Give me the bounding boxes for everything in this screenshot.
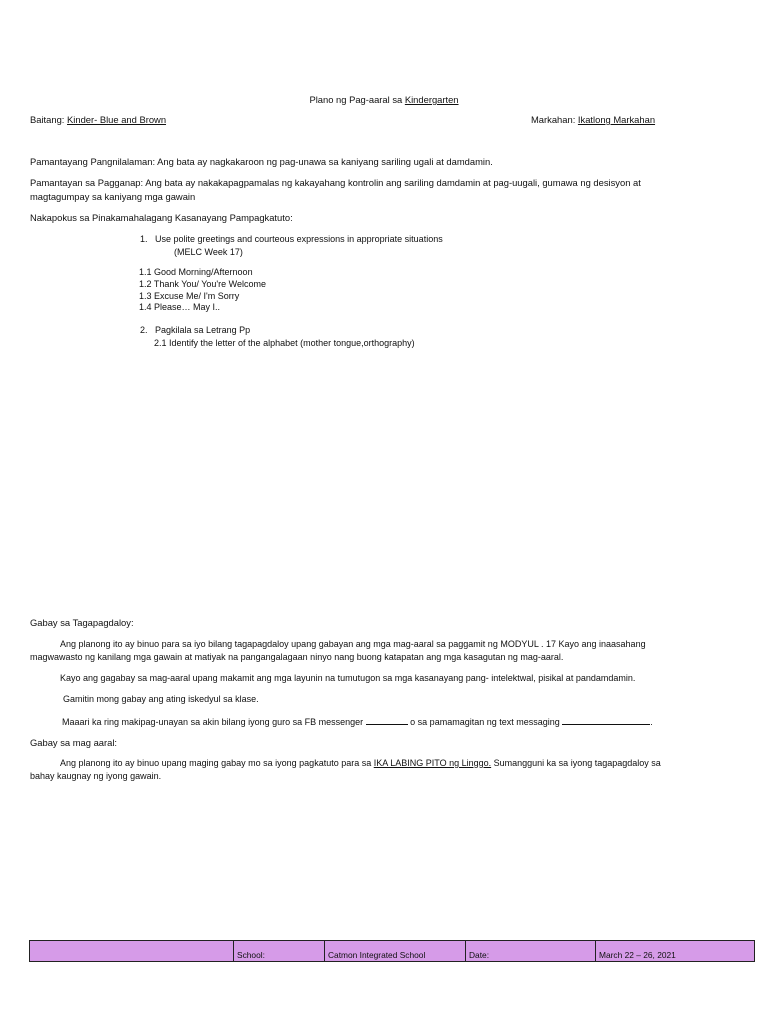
item2-text: Pagkilala sa Letrang Pp	[155, 325, 251, 335]
learner-line1-part1: Ang planong ito ay binuo upang maging gabay mo sa iyong pagkatuto para sa	[60, 758, 374, 768]
learner-line2: bahay kaugnay ng iyong gawain.	[30, 771, 162, 781]
facilitator-para1-line1: Ang planong ito ay binuo para sa iyo bilang tagapagdaloy upang gabayan ang mga mag-aaral sa paggamit ng MODYUL . 17 Kayo ang inaasahang	[60, 639, 646, 649]
title-level: Kindergarten	[404, 94, 459, 105]
title-prefix: Plano ng Pag-aaral sa	[309, 94, 405, 105]
date-value-cell: March 22 – 26, 2021	[596, 941, 755, 962]
competency-item-2	[140, 325, 250, 337]
content-standard: Pamantayang Pangnilalaman: Ang bata ay nagkakaroon ng pag-unawa sa kaniyang sariling ugali at damdamin.	[30, 156, 493, 167]
text-messaging-blank[interactable]	[562, 715, 650, 725]
footer-row	[30, 941, 755, 962]
footer-blank-cell	[30, 941, 234, 962]
item1-note: (MELC Week 17)	[174, 247, 243, 257]
competency-item-1	[140, 234, 443, 246]
item1-number: 1.	[140, 234, 148, 244]
learner-line1	[60, 758, 661, 770]
grade-line	[30, 114, 166, 126]
learner-heading: Gabay sa mag aaral:	[30, 737, 118, 748]
facilitator-para2: Kayo ang gagabay sa mag-aaral upang makamit ang mga layunin na tumutugon sa mga kasanayang pang- intelektwal, pisikal at pandamdamin.	[60, 673, 636, 683]
facilitator-para4	[62, 715, 653, 729]
footer-table	[29, 940, 755, 962]
grade-label: Baitang:	[30, 114, 68, 125]
facilitator-heading: Gabay sa Tagapagdaloy:	[30, 617, 134, 628]
item2-number: 2.	[140, 325, 148, 335]
fb-messenger-blank[interactable]	[366, 715, 408, 725]
para4-end: .	[650, 717, 653, 727]
document-title	[0, 94, 768, 106]
performance-standard-line1: Pamantayan sa Pagganap: Ang bata ay nakakapagpamalas ng kakayahang kontrolin ang sariling damdamin at pag-uugali, gumawa ng desisyon at	[30, 177, 641, 188]
quarter-value: Ikatlong Markahan	[577, 114, 656, 125]
item2-sub: 2.1 Identify the letter of the alphabet (mother tongue,orthography)	[154, 338, 415, 348]
learner-line1-part2: Sumangguni ka sa iyong tagapagdaloy sa	[491, 758, 661, 768]
school-value-cell: Catmon Integrated School	[325, 941, 466, 962]
learner-week: IKA LABING PITO ng Linggo.	[373, 758, 492, 768]
subitem-4: 1.4 Please… May I..	[139, 302, 221, 312]
facilitator-para1-line2: magwawasto ng kanilang mga gawain at matiyak na pangangalagaan ninyo nang buong katapatan ang mga kasagutan ng mag-aaral.	[30, 652, 564, 662]
date-label-cell: Date:	[466, 941, 596, 962]
quarter-label: Markahan:	[531, 114, 578, 125]
subitem-1: 1.1 Good Morning/Afternoon	[139, 267, 253, 277]
para4-part2: o sa pamamagitan ng text messaging	[407, 717, 563, 727]
grade-value: Kinder- Blue and Brown	[67, 114, 167, 125]
performance-standard-line2: magtagumpay sa kaniyang mga gawain	[30, 191, 196, 202]
school-label-cell: School:	[234, 941, 325, 962]
quarter-line	[531, 114, 655, 126]
subitem-3: 1.3 Excuse Me/ I'm Sorry	[139, 291, 240, 301]
subitem-2: 1.2 Thank You/ You're Welcome	[139, 279, 266, 289]
item1-text: Use polite greetings and courteous expressions in appropriate situations	[155, 234, 443, 244]
para4-part1: Maaari ka ring makipag-unayan sa akin bilang iyong guro sa FB messenger	[62, 717, 366, 727]
facilitator-para3: Gamitin mong gabay ang ating iskedyul sa klase.	[63, 694, 259, 704]
competency-heading: Nakapokus sa Pinakamahalagang Kasanayang Pampagkatuto:	[30, 212, 293, 223]
